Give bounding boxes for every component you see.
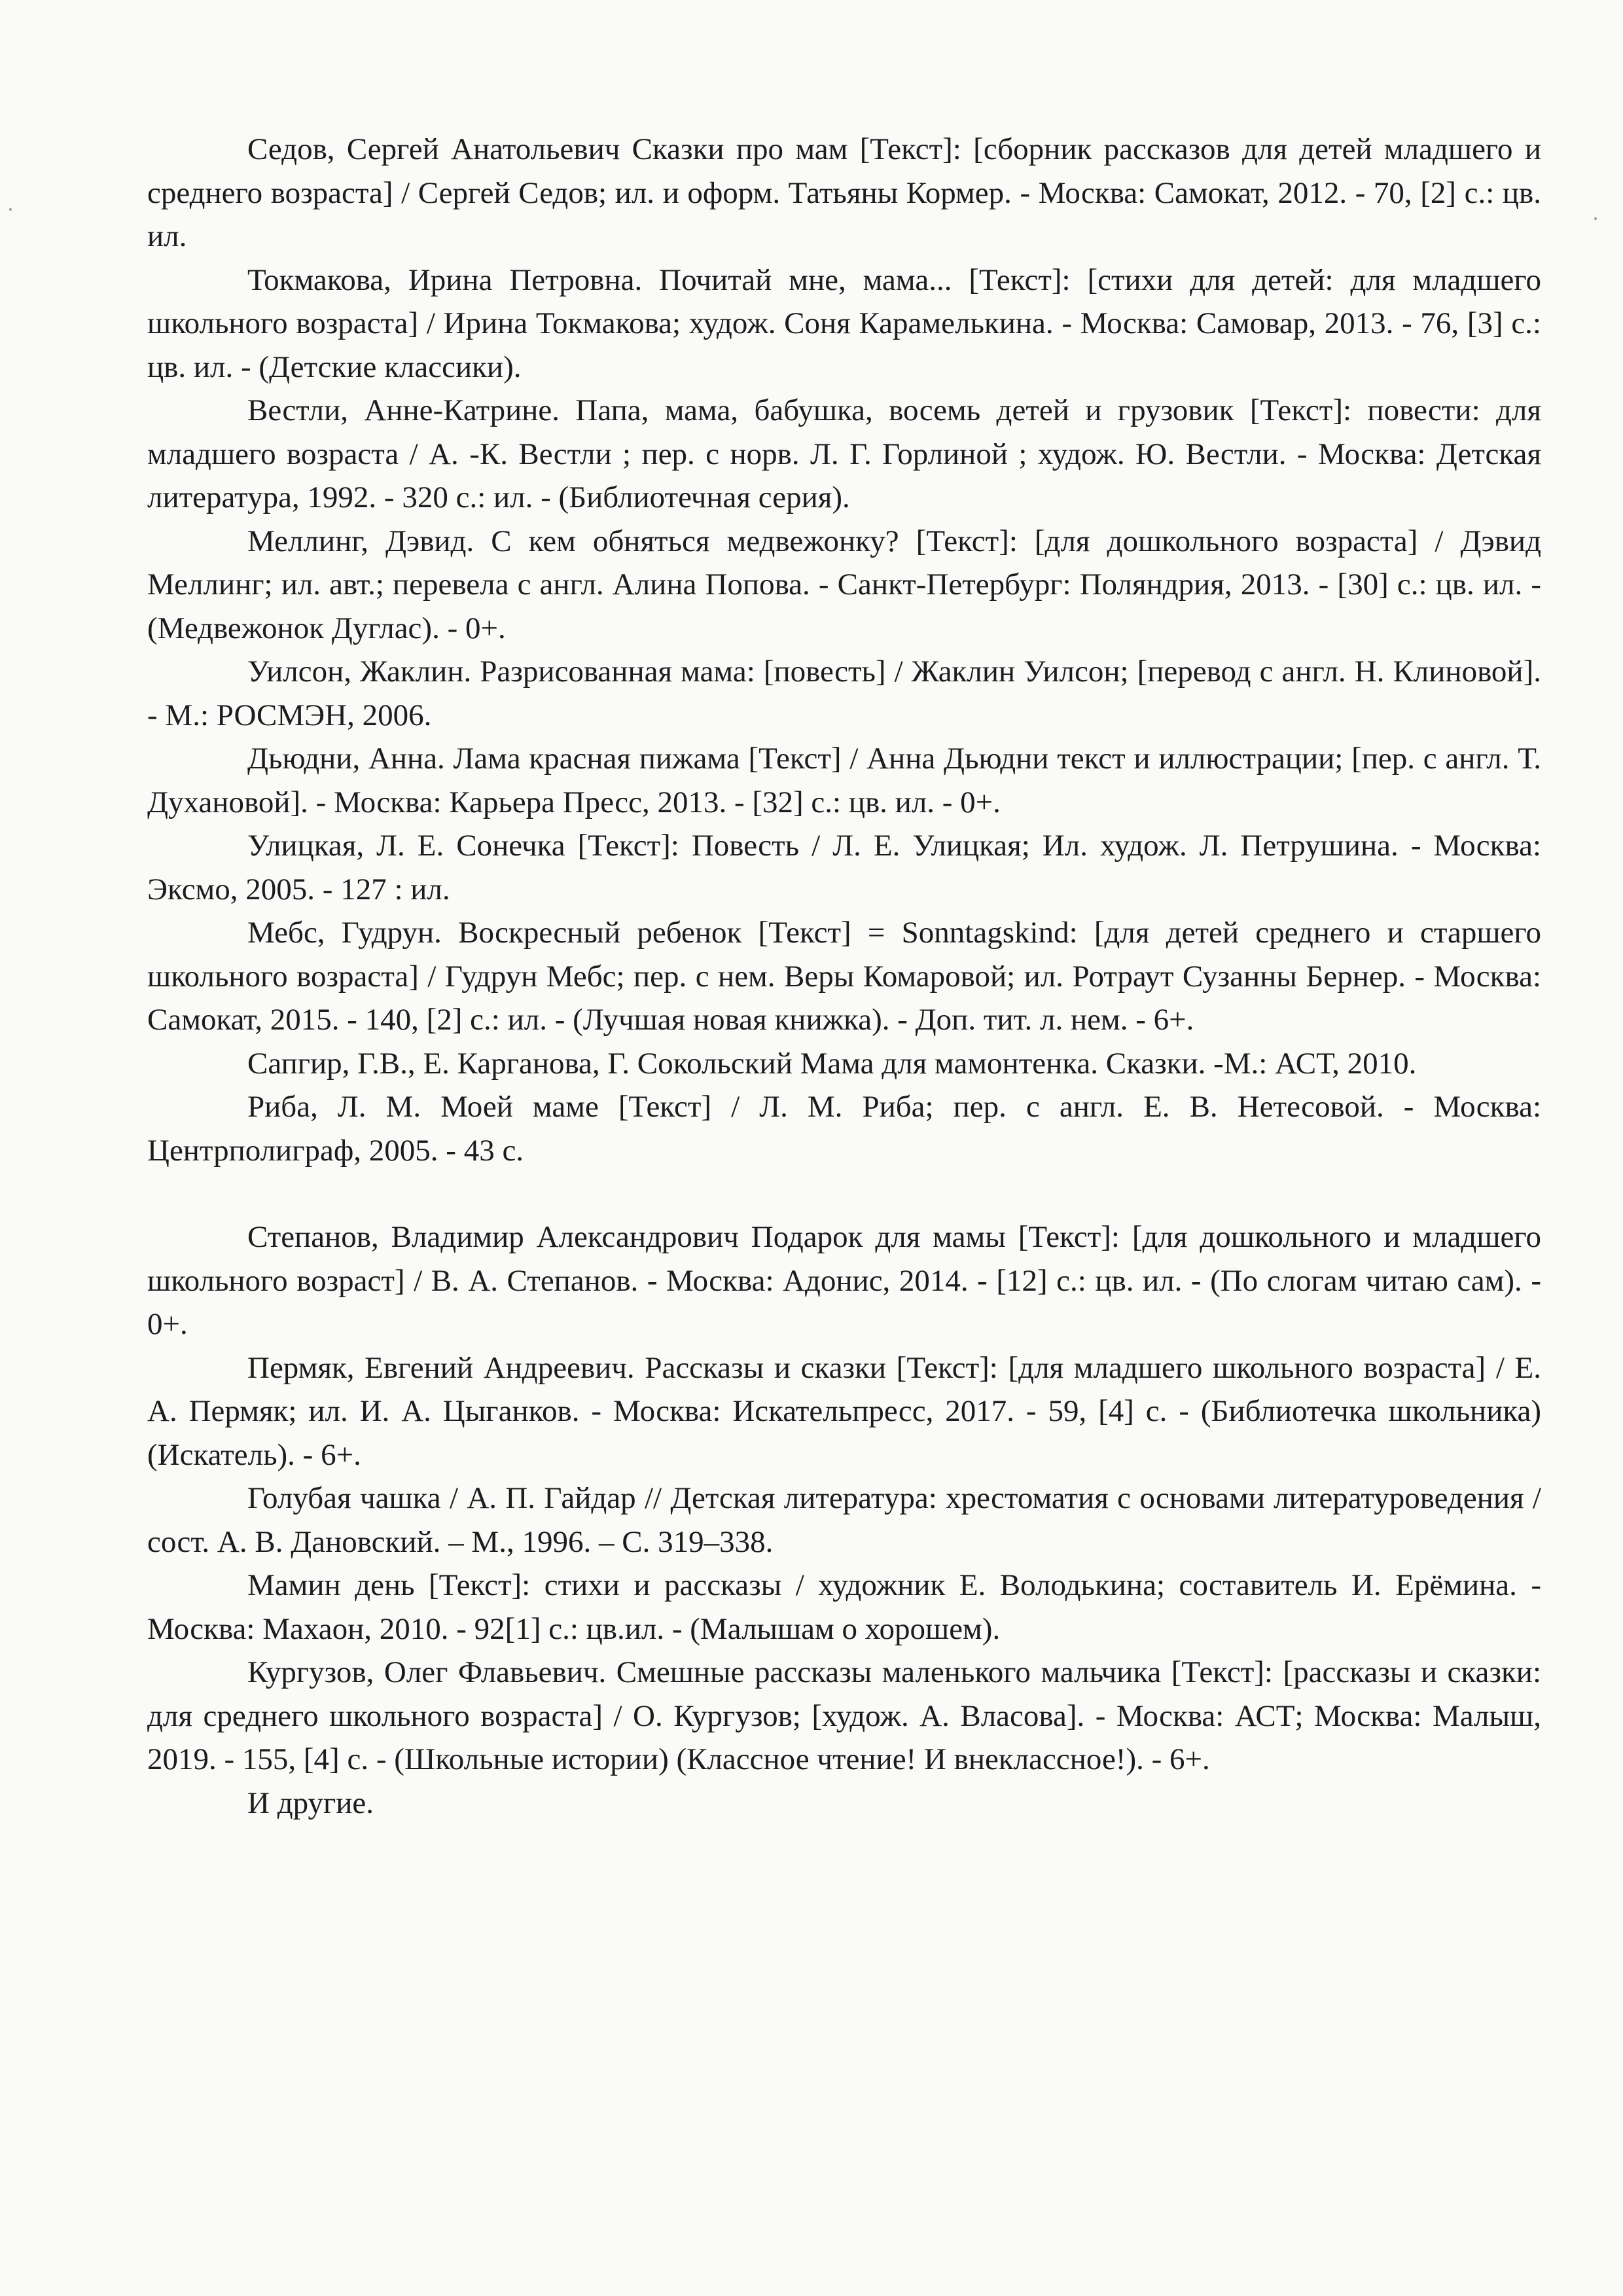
bibliography-entry: Дьюдни, Анна. Лама красная пижама [Текст] / Анна Дьюдни текст и иллюстрации; [пер. с англ. Т. Духановой]. - Москва: Карьера Пресс, 2013. - [32] с.: цв. ил. - 0+. <box>147 742 1541 819</box>
bibliography-entry: Седов, Сергей Анатольевич Сказки про мам [Текст]: [сборник рассказов для детей младшего и среднего возраста] / Сергей Седов; ил. и оформ. Татьяны Кормер. - Москва: Самокат, 2012. - 70, [2] с.: цв. ил. <box>147 132 1541 253</box>
bibliography-entry: Риба, Л. М. Моей маме [Текст] / Л. М. Риба; пер. с англ. Е. В. Нетесовой. - Москва: Центрполиграф, 2005. - 43 с. <box>147 1090 1541 1168</box>
bibliography-entry: Сапгир, Г.В., Е. Карганова, Г. Сокольский Мама для мамонтенка. Сказки. -М.: АСТ, 2010. <box>247 1046 1417 1081</box>
bibliography-entry: Вестли, Анне-Катрине. Папа, мама, бабушка, восемь детей и грузовик [Текст]: повести: для младшего возраста / А. -К. Вестли ; пер. с норв. Л. Г. Горлиной ; худож. Ю. Вестли. - Москва: Детская литература, 1992. - 320 с.: ил. - (Библиотечная серия). <box>147 393 1541 514</box>
bibliography-entry: Меллинг, Дэвид. С кем обняться медвежонку? [Текст]: [для дошкольного возраста] / Дэвид Меллинг; ил. авт.; перевела с англ. Алина Попова. - Санкт-Петербург: Поляндрия, 2013. - [30] с.: цв. ил. - (Медвежонок Дуглас). - 0+. <box>147 524 1541 645</box>
scan-speck <box>1594 217 1597 220</box>
bibliography-entry: Степанов, Владимир Александрович Подарок для мамы [Текст]: [для дошкольного и младшего школьного возраст] / В. А. Степанов. - Москва: Адонис, 2014. - [12] с.: цв. ил. - (По слогам читаю сам). - 0+. <box>147 1220 1541 1341</box>
bibliography-entry: Токмакова, Ирина Петровна. Почитай мне, мама... [Текст]: [стихи для детей: для младшего школьного возраста] / Ирина Токмакова; худож. Соня Карамелькина. - Москва: Самовар, 2013. - 76, [3] с.: цв. ил. - (Детские классики). <box>147 262 1541 384</box>
bibliography-entry: Уилсон, Жаклин. Разрисованная мама: [повесть] / Жаклин Уилсон; [перевод с англ. Н. Клиновой]. - М.: РОСМЭН, 2006. <box>147 655 1541 732</box>
bibliography-list <box>147 128 1541 1825</box>
bibliography-entry: Улицкая, Л. Е. Сонечка [Текст]: Повесть / Л. Е. Улицкая; Ил. худож. Л. Петрушина. - Москва: Эксмо, 2005. - 127 : ил. <box>147 829 1541 906</box>
bibliography-entry: Пермяк, Евгений Андреевич. Рассказы и сказки [Текст]: [для младшего школьного возраста] / Е. А. Пермяк; ил. И. А. Цыганков. - Москва: Искательпресс, 2017. - 59, [4] с. - (Библиотечка школьника) (Искатель). - 6+. <box>147 1350 1541 1472</box>
scan-speck <box>9 208 12 211</box>
bibliography-entry: Кургузов, Олег Флавьевич. Смешные рассказы маленького мальчика [Текст]: [рассказы и сказки: для среднего школьного возраста] / О. Кургузов; [худож. А. Власова]. - Москва: АСТ; Москва: Малыш, 2019. - 155, [4] с. - (Школьные истории) (Классное чтение! И внеклассное!). - 6+. <box>147 1655 1541 1776</box>
bibliography-entry: Мебс, Гудрун. Воскресный ребенок [Текст] = Sonntagskind: [для детей среднего и старшего школьного возраста] / Гудрун Мебс; пер. с нем. Веры Комаровой; ил. Ротраут Сузанны Бернер. - Москва: Самокат, 2015. - 140, [2] с.: ил. - (Лучшая новая книжка). - Доп. тит. л. нем. - 6+. <box>147 916 1541 1037</box>
bibliography-entry: Мамин день [Текст]: стихи и рассказы / художник Е. Володькина; составитель И. Ерёмина. - Москва: Махаон, 2010. - 92[1] с.: цв.ил. - (Малышам о хорошем). <box>147 1568 1541 1646</box>
bibliography-entry: Голубая чашка / А. П. Гайдар // Детская литература: хрестоматия с основами литературоведения / сост. А. В. Дановский. – М., 1996. – С. 319–338. <box>147 1481 1541 1559</box>
bibliography-entry: И другие. <box>247 1785 374 1820</box>
